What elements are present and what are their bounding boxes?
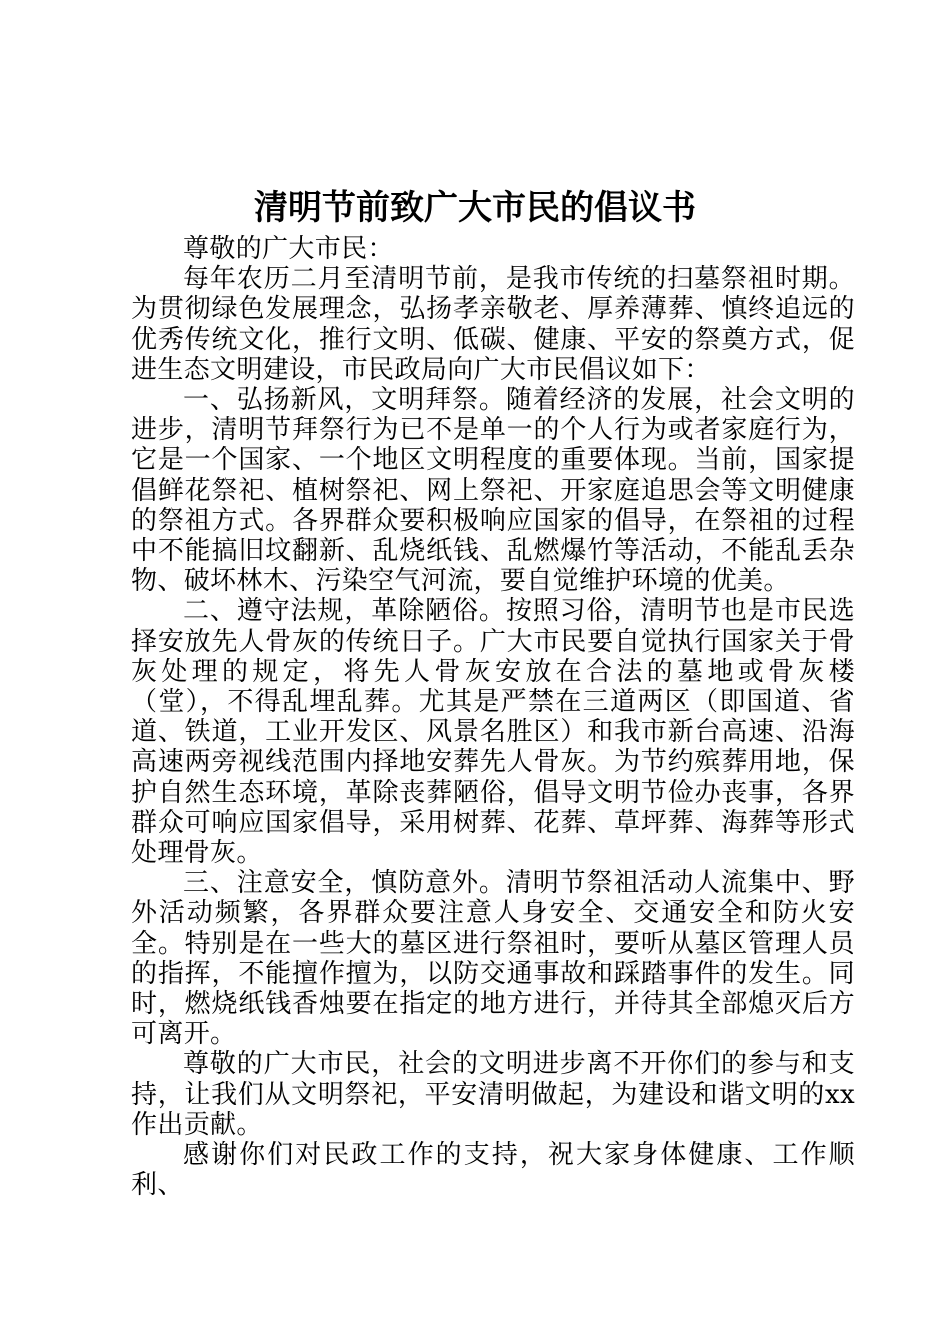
document-title: 清明节前致广大市民的倡议书 bbox=[254, 188, 696, 228]
document-body bbox=[131, 234, 855, 1201]
salutation: 尊敬的广大市民： bbox=[183, 234, 394, 264]
closing-paragraph: 感谢你们对民政工作的支持，祝大家身体健康、工作顺利、 bbox=[131, 1140, 855, 1201]
point-three-paragraph: 三、注意安全，慎防意外。清明节祭祖活动人流集中、野外活动频繁，各界群众要注意人身安全、交通安全和防火安全。特别是在一些大的墓区进行祭祖时，要听从墓区管理人员的指挥，不能擅作擅为，以防交通事故和踩踏事件的发生。同时，燃烧纸钱香烛要在指定的地方进行，并待其全部熄灭后方可离开。 bbox=[131, 868, 855, 1050]
point-one-paragraph: 一、弘扬新风，文明拜祭。随着经济的发展，社会文明的进步，清明节拜祭行为已不是单一的个人行为或者家庭行为，它是一个国家、一个地区文明程度的重要体现。当前，国家提倡鲜花祭祀、植树祭祀、网上祭祀、开家庭追思会等文明健康的祭祖方式。各界群众要积极响应国家的倡导，在祭祖的过程中不能搞旧坟翻新、乱烧纸钱、乱燃爆竹等活动，不能乱丢杂物、破坏林木、污染空气河流，要自觉维护环境的优美。 bbox=[131, 385, 855, 597]
appeal-paragraph: 尊敬的广大市民，社会的文明进步离不开你们的参与和支持，让我们从文明祭祀，平安清明做起，为建设和谐文明的xx作出贡献。 bbox=[131, 1049, 855, 1140]
intro-paragraph: 每年农历二月至清明节前，是我市传统的扫墓祭祖时期。为贯彻绿色发展理念，弘扬孝亲敬老、厚养薄葬、慎终追远的优秀传统文化，推行文明、低碳、健康、平安的祭奠方式，促进生态文明建设，市民政局向广大市民倡议如下： bbox=[131, 264, 855, 385]
point-two-paragraph: 二、遵守法规，革除陋俗。按照习俗，清明节也是市民选择安放先人骨灰的传统日子。广大市民要自觉执行国家关于骨灰处理的规定，将先人骨灰安放在合法的墓地或骨灰楼（堂），不得乱埋乱葬。尤其是严禁在三道两区（即国道、省道、铁道，工业开发区、风景名胜区）和我市新台高速、沿海高速两旁视线范围内择地安葬先人骨灰。为节约殡葬用地，保护自然生态环境，革除丧葬陋俗，倡导文明节俭办丧事，各界群众可响应国家倡导，采用树葬、花葬、草坪葬、海葬等形式处理骨灰。 bbox=[131, 596, 855, 869]
